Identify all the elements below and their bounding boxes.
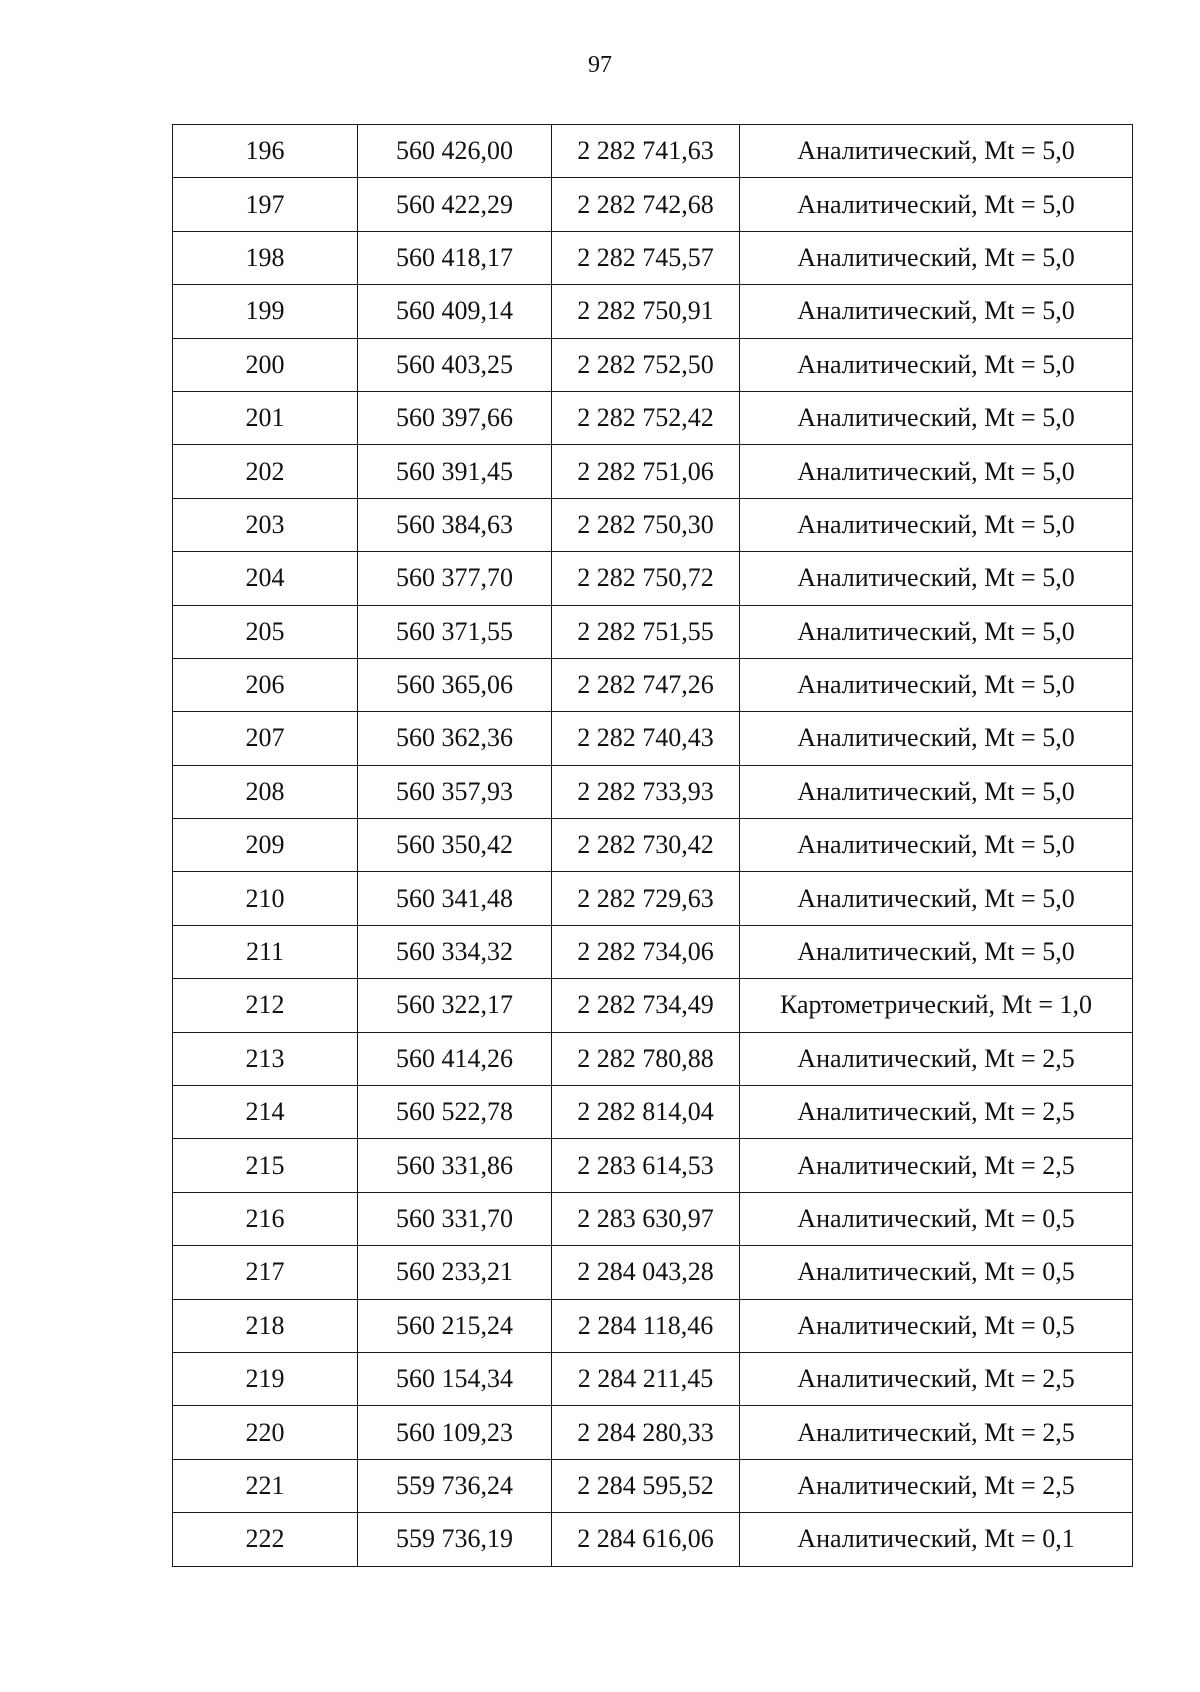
table-row [173,1352,1133,1405]
y-coordinate-cell: 2 282 814,04 [552,1086,740,1139]
point-number-cell: 203 [173,498,358,551]
x-coordinate-cell: 560 377,70 [358,552,552,605]
x-coordinate-cell: 560 334,32 [358,925,552,978]
method-cell: Аналитический, Mt = 5,0 [740,658,1133,711]
table-row [173,658,1133,711]
y-coordinate-cell: 2 282 780,88 [552,1032,740,1085]
point-number-cell: 215 [173,1139,358,1192]
y-coordinate-cell: 2 284 211,45 [552,1352,740,1405]
y-coordinate-cell: 2 282 729,63 [552,872,740,925]
y-coordinate-cell: 2 282 733,93 [552,765,740,818]
method-cell: Аналитический, Mt = 5,0 [740,178,1133,231]
x-coordinate-cell: 560 397,66 [358,391,552,444]
point-number-cell: 196 [173,125,358,178]
point-number-cell: 213 [173,1032,358,1085]
method-cell: Картометрический, Mt = 1,0 [740,979,1133,1032]
table-row [173,1192,1133,1245]
point-number-cell: 200 [173,338,358,391]
coordinates-table [172,124,1133,1567]
x-coordinate-cell: 560 522,78 [358,1086,552,1139]
point-number-cell: 198 [173,231,358,284]
point-number-cell: 214 [173,1086,358,1139]
page-number: 97 [588,52,612,78]
point-number-cell: 221 [173,1459,358,1512]
y-coordinate-cell: 2 282 741,63 [552,125,740,178]
x-coordinate-cell: 560 350,42 [358,819,552,872]
point-number-cell: 202 [173,445,358,498]
table-row [173,285,1133,338]
table-row [173,178,1133,231]
x-coordinate-cell: 560 362,36 [358,712,552,765]
table-row [173,979,1133,1032]
point-number-cell: 219 [173,1352,358,1405]
y-coordinate-cell: 2 282 734,49 [552,979,740,1032]
y-coordinate-cell: 2 283 630,97 [552,1192,740,1245]
y-coordinate-cell: 2 284 118,46 [552,1299,740,1352]
y-coordinate-cell: 2 284 595,52 [552,1459,740,1512]
method-cell: Аналитический, Mt = 5,0 [740,391,1133,444]
method-cell: Аналитический, Mt = 5,0 [740,285,1133,338]
point-number-cell: 216 [173,1192,358,1245]
y-coordinate-cell: 2 282 751,06 [552,445,740,498]
point-number-cell: 208 [173,765,358,818]
y-coordinate-cell: 2 282 742,68 [552,178,740,231]
table-row [173,498,1133,551]
point-number-cell: 197 [173,178,358,231]
y-coordinate-cell: 2 282 745,57 [552,231,740,284]
point-number-cell: 212 [173,979,358,1032]
table-row [173,1459,1133,1512]
x-coordinate-cell: 560 233,21 [358,1246,552,1299]
y-coordinate-cell: 2 284 616,06 [552,1513,740,1566]
y-coordinate-cell: 2 282 747,26 [552,658,740,711]
y-coordinate-cell: 2 282 751,55 [552,605,740,658]
x-coordinate-cell: 560 418,17 [358,231,552,284]
y-coordinate-cell: 2 282 740,43 [552,712,740,765]
x-coordinate-cell: 560 409,14 [358,285,552,338]
method-cell: Аналитический, Mt = 2,5 [740,1086,1133,1139]
method-cell: Аналитический, Mt = 2,5 [740,1032,1133,1085]
method-cell: Аналитический, Mt = 0,1 [740,1513,1133,1566]
table-row [173,338,1133,391]
point-number-cell: 199 [173,285,358,338]
table-row [173,125,1133,178]
y-coordinate-cell: 2 282 750,91 [552,285,740,338]
point-number-cell: 201 [173,391,358,444]
method-cell: Аналитический, Mt = 5,0 [740,445,1133,498]
y-coordinate-cell: 2 282 752,50 [552,338,740,391]
table-row [173,1086,1133,1139]
table-row [173,1299,1133,1352]
point-number-cell: 220 [173,1406,358,1459]
x-coordinate-cell: 560 322,17 [358,979,552,1032]
method-cell: Аналитический, Mt = 0,5 [740,1246,1133,1299]
table-row [173,1246,1133,1299]
point-number-cell: 217 [173,1246,358,1299]
x-coordinate-cell: 560 109,23 [358,1406,552,1459]
method-cell: Аналитический, Mt = 2,5 [740,1406,1133,1459]
point-number-cell: 210 [173,872,358,925]
coordinates-table-body [173,125,1133,1567]
x-coordinate-cell: 560 384,63 [358,498,552,551]
method-cell: Аналитический, Mt = 5,0 [740,552,1133,605]
method-cell: Аналитический, Mt = 2,5 [740,1352,1133,1405]
table-row [173,445,1133,498]
table-row [173,1139,1133,1192]
method-cell: Аналитический, Mt = 5,0 [740,338,1133,391]
point-number-cell: 222 [173,1513,358,1566]
x-coordinate-cell: 560 371,55 [358,605,552,658]
y-coordinate-cell: 2 282 750,30 [552,498,740,551]
y-coordinate-cell: 2 282 730,42 [552,819,740,872]
method-cell: Аналитический, Mt = 5,0 [740,819,1133,872]
y-coordinate-cell: 2 282 752,42 [552,391,740,444]
x-coordinate-cell: 559 736,19 [358,1513,552,1566]
x-coordinate-cell: 559 736,24 [358,1459,552,1512]
table-row [173,1032,1133,1085]
method-cell: Аналитический, Mt = 5,0 [740,231,1133,284]
table-row [173,925,1133,978]
method-cell: Аналитический, Mt = 5,0 [740,765,1133,818]
table-row [173,765,1133,818]
method-cell: Аналитический, Mt = 5,0 [740,872,1133,925]
point-number-cell: 209 [173,819,358,872]
table-row [173,231,1133,284]
point-number-cell: 218 [173,1299,358,1352]
method-cell: Аналитический, Mt = 0,5 [740,1299,1133,1352]
point-number-cell: 204 [173,552,358,605]
table-row [173,391,1133,444]
x-coordinate-cell: 560 331,70 [358,1192,552,1245]
table-row [173,1513,1133,1566]
method-cell: Аналитический, Mt = 2,5 [740,1139,1133,1192]
table-row [173,1406,1133,1459]
y-coordinate-cell: 2 282 734,06 [552,925,740,978]
x-coordinate-cell: 560 422,29 [358,178,552,231]
x-coordinate-cell: 560 391,45 [358,445,552,498]
y-coordinate-cell: 2 284 043,28 [552,1246,740,1299]
table-row [173,872,1133,925]
x-coordinate-cell: 560 414,26 [358,1032,552,1085]
x-coordinate-cell: 560 154,34 [358,1352,552,1405]
x-coordinate-cell: 560 426,00 [358,125,552,178]
y-coordinate-cell: 2 284 280,33 [552,1406,740,1459]
table-row [173,552,1133,605]
x-coordinate-cell: 560 403,25 [358,338,552,391]
method-cell: Аналитический, Mt = 5,0 [740,605,1133,658]
table-row [173,712,1133,765]
point-number-cell: 211 [173,925,358,978]
method-cell: Аналитический, Mt = 5,0 [740,125,1133,178]
y-coordinate-cell: 2 283 614,53 [552,1139,740,1192]
x-coordinate-cell: 560 341,48 [358,872,552,925]
point-number-cell: 207 [173,712,358,765]
method-cell: Аналитический, Mt = 2,5 [740,1459,1133,1512]
x-coordinate-cell: 560 331,86 [358,1139,552,1192]
method-cell: Аналитический, Mt = 0,5 [740,1192,1133,1245]
method-cell: Аналитический, Mt = 5,0 [740,712,1133,765]
x-coordinate-cell: 560 365,06 [358,658,552,711]
table-row [173,605,1133,658]
method-cell: Аналитический, Mt = 5,0 [740,925,1133,978]
y-coordinate-cell: 2 282 750,72 [552,552,740,605]
point-number-cell: 206 [173,658,358,711]
x-coordinate-cell: 560 357,93 [358,765,552,818]
table-row [173,819,1133,872]
method-cell: Аналитический, Mt = 5,0 [740,498,1133,551]
point-number-cell: 205 [173,605,358,658]
x-coordinate-cell: 560 215,24 [358,1299,552,1352]
